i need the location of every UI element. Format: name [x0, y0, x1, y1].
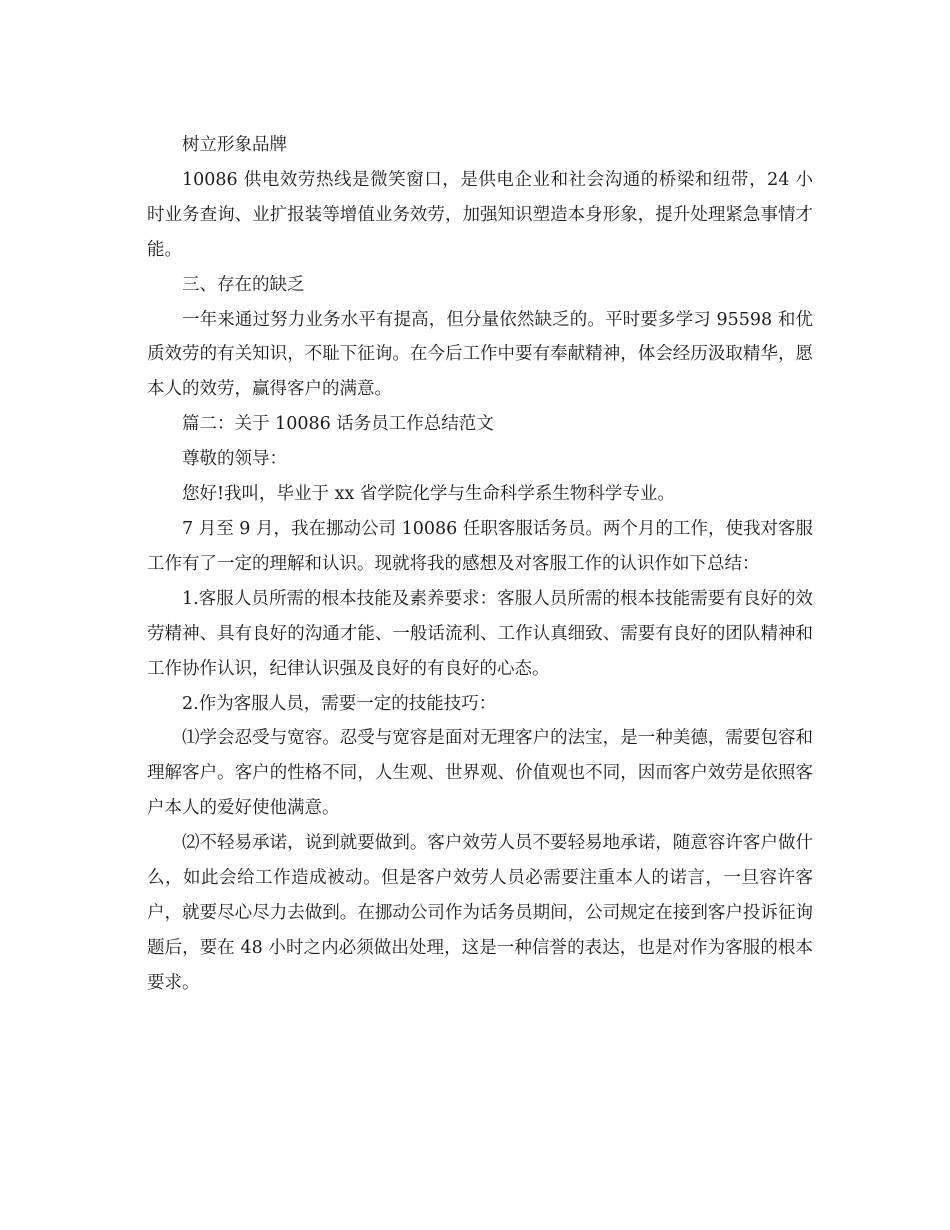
paragraph-intro: 7 月至 9 月，我在挪动公司 10086 任职客服话务员。两个月的工作，使我对客服工作有了一定的理解和认识。现就将我的感想及对客服工作的认识作如下总结： — [147, 518, 813, 574]
paragraph-shortcomings: 一年来通过努力业务水平有提高，但分量依然缺乏的。平时要多学习 95598 和优质效劳的有关知识，不耻下征询。在今后工作中要有奉献精神，体会经历汲取精华，愿本人的效劳，赢得客户的满意。 — [147, 309, 813, 400]
paragraph-skill-techniques: 2.作为客服人员，需要一定的技能技巧： — [182, 693, 497, 714]
heading-shortcomings: 三、存在的缺乏 — [182, 274, 305, 295]
paragraph-hotline: 10086 供电效劳热线是微笑窗口，是供电企业和社会沟通的桥梁和纽带，24 小时业务查询、业扩报装等增值业务效劳，加强知识塑造本身形象，提升处理紧急事情才能。 — [147, 169, 813, 260]
heading-part-two: 篇二：关于 10086 话务员工作总结范文 — [182, 414, 494, 435]
paragraph-basic-skills: 1.客服人员所需的根本技能及素养要求：客服人员所需的根本技能需要有良好的效劳精神、具有良好的沟通才能、一般话流利、工作认真细致、需要有良好的团队精神和工作协作认识，纪律认识强及良好的有良好的心态。 — [147, 588, 813, 679]
salutation: 尊敬的领导： — [182, 449, 287, 470]
document-body — [147, 128, 813, 1001]
paragraph-greeting: 您好!我叫，毕业于 xx 省学院化学与生命科学系生物科学专业。 — [182, 484, 675, 505]
paragraph-tolerance: ⑴学会忍受与宽容。忍受与宽容是面对无理客户的法宝，是一种美德，需要包容和理解客户。客户的性格不同，人生观、世界观、价值观也不同，因而客户效劳是依照客户本人的爱好使他满意。 — [147, 728, 813, 819]
paragraph-promises: ⑵不轻易承诺，说到就要做到。客户效劳人员不要轻易地承诺，随意容许客户做什么，如此会给工作造成被动。但是客户效劳人员必需要注重本人的诺言，一旦容许客户，就要尽心尽力去做到。在挪动公司作为话务员期间，公司规定在接到客户投诉征询题后，要在 48 小时之内必须做出处理，这是一种信誉的表达，也是对作为客服的根本要求。 — [147, 833, 813, 993]
heading-brand-image: 树立形象品牌 — [182, 135, 287, 155]
